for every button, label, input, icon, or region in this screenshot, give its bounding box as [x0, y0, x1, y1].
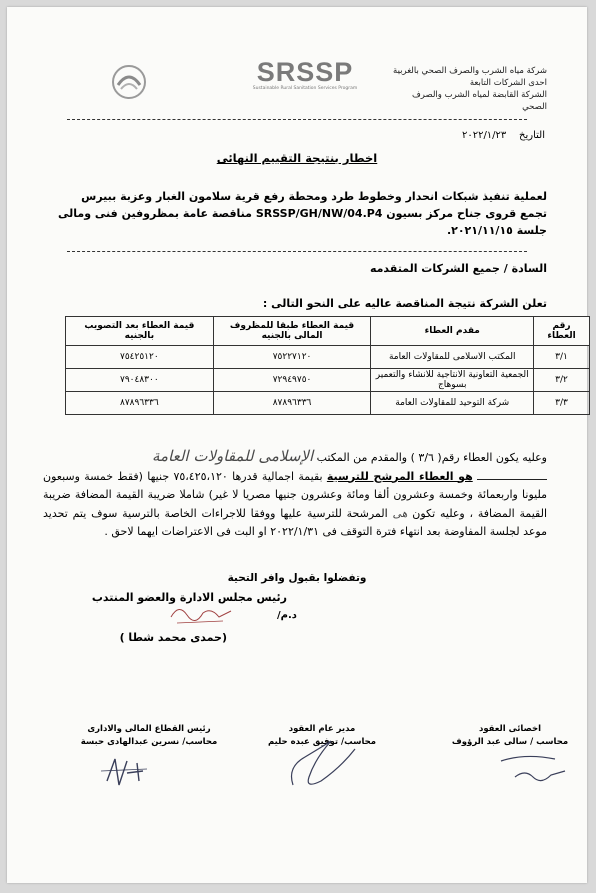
logo-text: SRSSP — [256, 57, 354, 87]
header-bidder: مقدم العطاء — [371, 317, 534, 346]
header-corrected-value: قيمة العطاء بعد التصويب بالجنيه — [66, 317, 214, 346]
signatory-title: رئيس القطاع المالى والادارى — [87, 724, 211, 734]
document-title — [7, 151, 587, 165]
signatory-name: محاسب / سالى عبد الرؤوف — [451, 737, 569, 747]
result-line-2: بقيمة اجمالية قدرها ٧٥،٤٢٥،١٢٠ جنيها (فقط خمسة وسبعون مليونا واربعمائة وخمسة وعشرون ألفا ومائة وعشرون جنيها مصريا لا غير) شاملا ضريبة القيمة المضافة ضريبة القيمة المضافة ، وعليه تكون — [43, 469, 548, 520]
financial-head-signature-icon — [97, 751, 157, 791]
date-value: ٢٠٢٢/١/٢٣ — [461, 130, 507, 141]
table-row — [66, 392, 590, 415]
chairman-title: رئيس مجلس الادارة والعضو المنتدب — [91, 591, 287, 604]
signatory-name: محاسب/ توفيق عبده حليم — [267, 737, 377, 747]
document-page — [7, 7, 587, 883]
logo-subtitle: Sustainable Rural Sanitation Services Program — [252, 86, 358, 91]
company-line-3: الشركة القابضة لمياه الشرب والصرف الصحي — [411, 90, 547, 112]
header-divider — [67, 119, 527, 120]
srssp-logo — [245, 57, 365, 91]
handwritten-bidder-name: الإسلامى للمقاولات العامة — [151, 447, 314, 465]
cell-bid-number: ٣/٢ — [534, 369, 590, 392]
cell-financial-value: ٨٧٨٩٦٣٣٦ — [213, 392, 371, 415]
signatory-name: محاسب/ نسرين عبدالهادى حبسة — [80, 737, 218, 747]
chairman-name: (حمدى محمد شطا ) — [119, 631, 227, 644]
header-financial-value: قيمة العطاء طبقا للمظروف المالى بالجنيه — [213, 317, 371, 346]
result-line-3: المرشحة للترسية عليها ووفقا للاجراءات الخاصة بالترسية سوف يتم تحديد موعد لجلسة المفاوضة بعد انتهاء فترة التوقف فى ٢٠٢٢/١/٣١ او البت فى الاعتراضات ايهما لاحق . — [43, 506, 547, 538]
date-label: التاريخ — [519, 130, 545, 141]
cell-corrected-value: ٧٩٠٤٨٣٠٠ — [66, 369, 214, 392]
subject-divider — [67, 251, 527, 252]
chairman-signature-icon — [167, 599, 237, 629]
doctor-prefix: د.م/ — [277, 610, 297, 621]
cell-corrected-value: ٧٥٤٢٥١٢٠ — [66, 346, 214, 369]
header-bid-number: رقم العطاء — [534, 317, 590, 346]
subject-paragraph: لعملية تنفيذ شبكات انحدار وخطوط طرد ومحطة رفع قرية سلامون الغبار وعزبة ببيرس تجمع قروى جناح مركز بسيون SRSSP/GH/NW/04.P4 مناقصة عامة بمظروفين فنى ومالى جلسة ٢٠٢١/١١/١٥. — [58, 190, 547, 237]
result-line-1: وعليه يكون العطاء رقم( ٣/٦ ) والمقدم من المكتب — [316, 451, 547, 464]
signatory-financial-head — [79, 723, 219, 749]
closing-regards: وتفضلوا بقبول وافر التحية — [227, 572, 367, 584]
bids-table — [65, 316, 590, 415]
cell-bid-number: ٣/١ — [534, 346, 590, 369]
addressee: السادة / جميع الشركات المتقدمه — [369, 262, 547, 275]
cell-financial-value: ٧٥٢٢٧١٢٠ — [213, 346, 371, 369]
cell-bidder: المكتب الاسلامى للمقاولات العامة — [371, 346, 534, 369]
date-line — [462, 130, 545, 141]
cell-corrected-value: ٨٧٨٩٦٣٣٦ — [66, 392, 214, 415]
company-line-1: شركة مياه الشرب والصرف الصحي بالغربية — [393, 66, 547, 76]
winner-label: هو العطاء المرشح للترسية — [326, 469, 473, 483]
signatory-contracts-specialist — [435, 723, 585, 749]
cell-bidder: الجمعية التعاونية الانتاجية للانشاء والتعمير بسوهاج — [371, 369, 534, 392]
contracts-director-signature-icon — [285, 737, 365, 792]
signatory-title: اخصائى العقود — [478, 724, 542, 734]
title-text: اخطار بنتيجة التقييم النهائى — [216, 151, 378, 165]
cell-bidder: شركة التوحيد للمقاولات العامة — [371, 392, 534, 415]
company-emblem-icon — [104, 63, 154, 101]
table-header-row — [66, 317, 590, 346]
company-line-2: احدى الشركات التابعة — [469, 78, 547, 88]
announcement: تعلن الشركة نتيجة المناقصة عاليه على النحو التالى : — [262, 297, 547, 310]
table-row — [66, 369, 590, 392]
signatory-title: مدير عام العقود — [288, 724, 356, 734]
contracts-specialist-signature-icon — [495, 747, 575, 787]
cell-financial-value: ٧٢٩٤٩٧٥٠ — [213, 369, 371, 392]
table-row — [66, 346, 590, 369]
company-header — [387, 65, 547, 113]
handwritten-word: هى — [392, 506, 408, 520]
result-paragraph — [43, 447, 547, 542]
cell-bid-number: ٣/٣ — [534, 392, 590, 415]
